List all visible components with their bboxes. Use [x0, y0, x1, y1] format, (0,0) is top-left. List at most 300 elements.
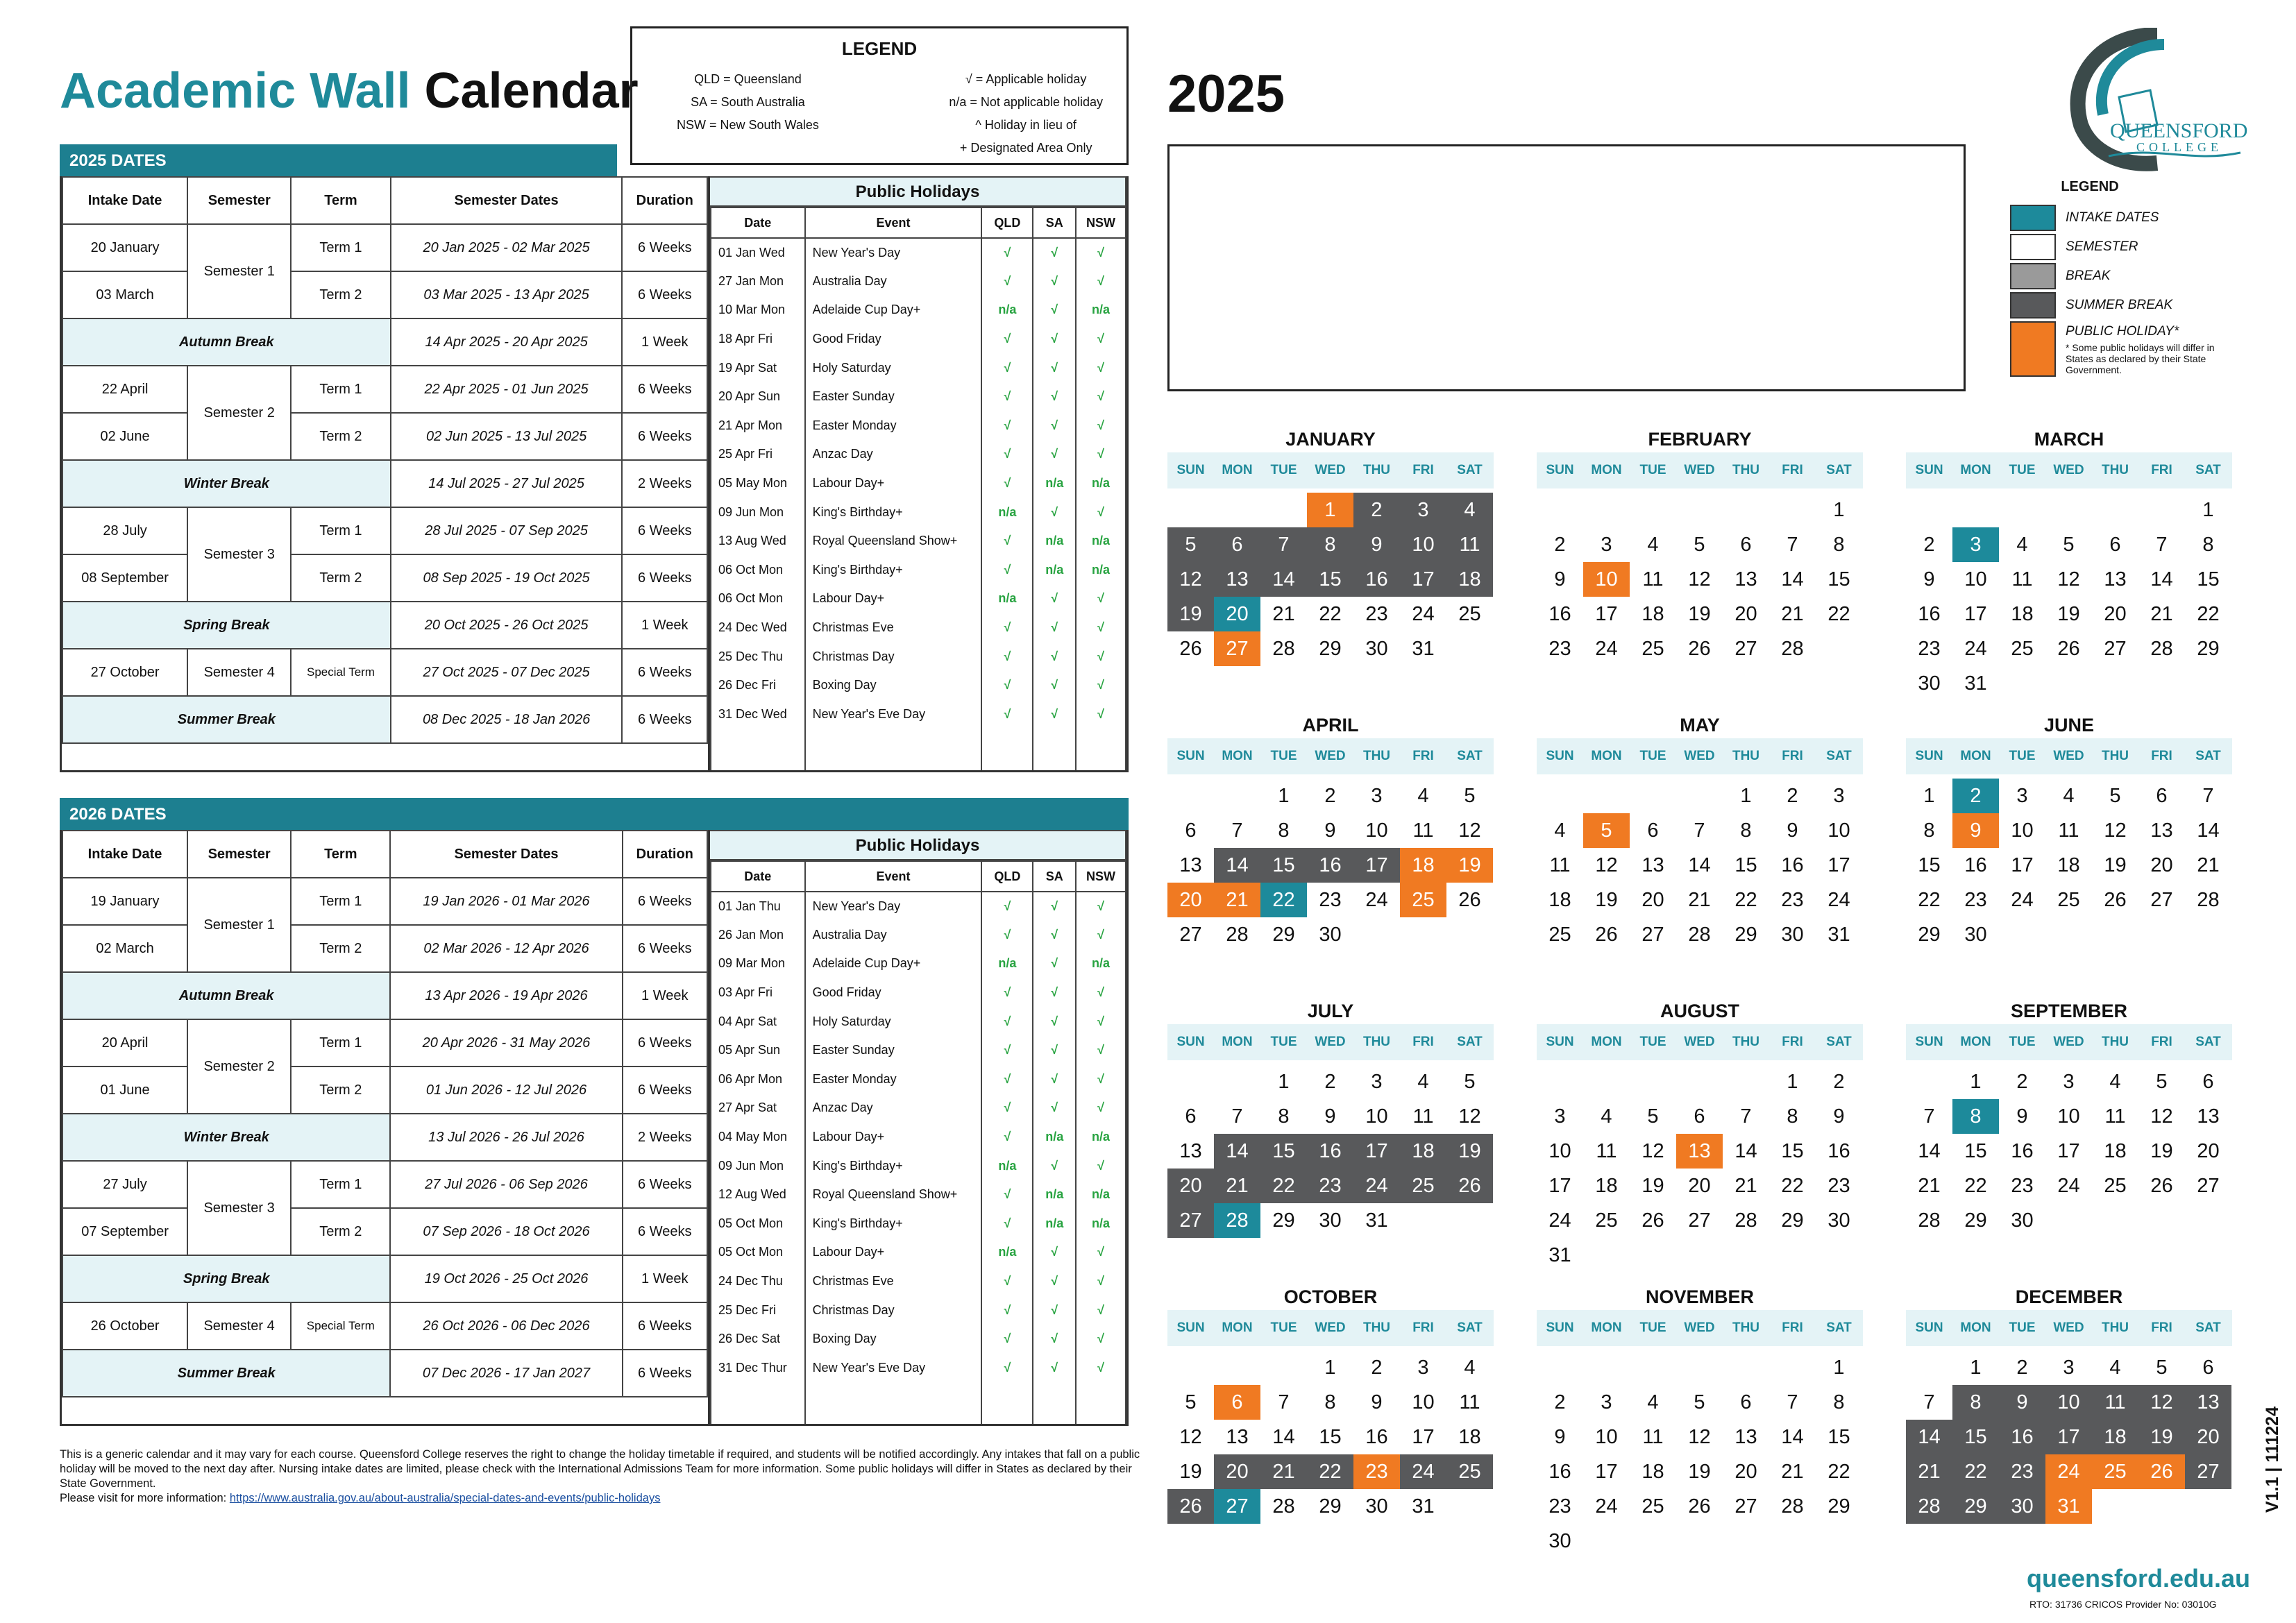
holiday-row	[711, 267, 1126, 296]
state-applicability: √	[981, 382, 1033, 411]
weekday-label: MON	[1222, 749, 1253, 763]
weekday-label: SAT	[1457, 749, 1483, 763]
day-cell: 1	[1923, 784, 1935, 807]
day-cell: 14	[1272, 1425, 1295, 1448]
weekday-label: THU	[2101, 1035, 2129, 1049]
state-applicability: n/a	[981, 1151, 1033, 1180]
month-february	[1537, 429, 1863, 666]
public-holidays-title: Public Holidays	[710, 176, 1126, 207]
day-cell: 24	[1353, 1169, 1400, 1203]
day-cell: 10	[1365, 819, 1388, 842]
state-applicability: √	[1033, 892, 1076, 921]
day-cell: 29	[2197, 637, 2220, 660]
day-cell: 22	[1827, 602, 1850, 625]
notes-box	[1167, 144, 1966, 391]
day-cell: 6	[2202, 1356, 2214, 1379]
day-cell: 23	[1353, 1454, 1400, 1489]
section-header: 2025 DATES	[60, 144, 617, 176]
state-applicability: √	[1076, 1007, 1126, 1036]
table-row	[62, 1302, 707, 1350]
day-cell: 10	[2057, 1105, 2080, 1128]
day-cell: 13	[1734, 1425, 1757, 1448]
day-cell: 16	[1918, 602, 1941, 625]
day-cell: 3	[2063, 1070, 2075, 1093]
semester-name: Semester 4	[187, 649, 291, 696]
day-cell: 19	[2104, 853, 2127, 876]
weekday-label: MON	[1960, 1320, 1991, 1335]
holiday-event: King's Birthday+	[805, 498, 982, 527]
column-header: Date	[711, 207, 805, 238]
day-cell: 31	[1827, 923, 1850, 946]
page-title: Academic Wall Calendar	[60, 63, 639, 119]
intake-date: 02 June	[62, 413, 187, 460]
semester-dates: 19 Oct 2026 - 25 Oct 2026	[390, 1255, 622, 1302]
state-applicability: n/a	[1076, 1209, 1126, 1239]
column-header: NSW	[1076, 861, 1126, 892]
weekday-label: FRI	[2151, 749, 2172, 763]
day-cell: 29	[1272, 923, 1295, 946]
day-cell: 9	[1952, 813, 1999, 848]
day-cell: 15	[1952, 1420, 1999, 1454]
holiday-row	[711, 1151, 1126, 1180]
day-cell: 3	[1952, 527, 1999, 562]
day-cell: 9	[1324, 1105, 1336, 1128]
weekday-label: SAT	[1457, 1035, 1483, 1049]
day-cell: 9	[1554, 568, 1566, 590]
weekday-label: SAT	[2195, 1035, 2221, 1049]
day-cell: 31	[1412, 637, 1435, 660]
state-applicability: √	[981, 353, 1033, 382]
term-name: Term 2	[291, 1067, 390, 1114]
holiday-event: Boxing Day	[805, 1325, 982, 1354]
day-cell: 5	[1694, 1391, 1705, 1413]
holiday-row	[711, 1065, 1126, 1094]
day-cell: 29	[1734, 923, 1757, 946]
intake-date: 27 October	[62, 649, 187, 696]
holiday-event: Royal Queensland Show+	[805, 1180, 982, 1209]
day-cell: 22	[1307, 1454, 1353, 1489]
semester-swatch	[2010, 234, 2056, 260]
weekday-label: FRI	[1782, 749, 1803, 763]
holiday-date: 25 Apr Fri	[711, 440, 805, 469]
semester-name: Semester 1	[187, 224, 291, 318]
weekday-label: WED	[1315, 749, 1346, 763]
holiday-event: King's Birthday+	[805, 1151, 982, 1180]
day-cell: 28	[1272, 1495, 1295, 1518]
column-header: Date	[711, 861, 805, 892]
state-applicability: n/a	[1033, 469, 1076, 498]
day-cell: 25	[1400, 1169, 1446, 1203]
day-cell: 16	[1307, 1134, 1353, 1169]
weekday-label: MON	[1591, 1035, 1622, 1049]
day-cell: 15	[1734, 853, 1757, 876]
day-cell: 9	[1353, 527, 1400, 562]
legend-item: √ = Applicable holiday	[965, 72, 1087, 86]
day-cell: 22	[1319, 602, 1342, 625]
day-cell: 11	[1459, 1391, 1480, 1413]
duration: 6 Weeks	[623, 1208, 707, 1255]
day-cell: 23	[1918, 637, 1941, 660]
duration: 1 Week	[622, 602, 707, 649]
day-cell: 21	[2150, 602, 2173, 625]
day-cell: 13	[1179, 1139, 1202, 1162]
day-cell: 5	[2156, 1070, 2168, 1093]
day-cell: 28	[1734, 1209, 1757, 1232]
svg-text:COLLEGE: COLLEGE	[2136, 140, 2222, 154]
holiday-date: 31 Dec Thur	[711, 1354, 805, 1383]
holiday-row	[711, 1295, 1126, 1325]
duration: 6 Weeks	[623, 1302, 707, 1350]
semester-dates: 20 Oct 2025 - 26 Oct 2025	[391, 602, 623, 649]
holiday-date: 26 Dec Sat	[711, 1325, 805, 1354]
day-cell: 26	[1641, 1209, 1664, 1232]
version-label: V1.1 | 111224	[2263, 1407, 2282, 1513]
day-cell: 19	[2057, 602, 2080, 625]
intake-date: 08 September	[62, 554, 187, 602]
day-cell: 5	[1185, 1391, 1197, 1413]
day-cell: 1	[1307, 493, 1353, 527]
public-holidays-table	[710, 207, 1126, 770]
day-cell: 20	[1167, 883, 1214, 917]
day-cell: 26	[2057, 637, 2080, 660]
day-cell: 1	[1787, 1070, 1798, 1093]
semester-dates: 13 Jul 2026 - 26 Jul 2026	[390, 1114, 622, 1161]
weekday-label: TUE	[2009, 1035, 2036, 1049]
day-cell: 17	[1400, 562, 1446, 597]
day-cell: 3	[2063, 1356, 2075, 1379]
weekday-label: WED	[2053, 463, 2084, 477]
weekday-label: THU	[1732, 1035, 1760, 1049]
day-cell: 24	[2011, 888, 2034, 911]
holiday-date: 03 Apr Fri	[711, 978, 805, 1008]
day-cell: 9	[1787, 819, 1798, 842]
website-url[interactable]: queensford.edu.au	[2027, 1564, 2251, 1592]
day-cell: 4	[2109, 1356, 2121, 1379]
duration: 6 Weeks	[622, 366, 707, 413]
day-cell: 12	[1167, 562, 1214, 597]
day-cell: 22	[1827, 1460, 1850, 1483]
holiday-date: 09 Mar Mon	[711, 949, 805, 978]
day-cell: 13	[1226, 1425, 1249, 1448]
state-applicability: n/a	[1033, 556, 1076, 585]
semester-dates: 27 Jul 2026 - 06 Sep 2026	[390, 1161, 622, 1208]
duration: 6 Weeks	[622, 413, 707, 460]
day-cell: 12	[1688, 1425, 1711, 1448]
duration: 6 Weeks	[622, 224, 707, 271]
day-cell: 4	[1446, 493, 1493, 527]
day-cell: 17	[1964, 602, 1987, 625]
day-cell: 26	[1688, 1495, 1711, 1518]
state-applicability: √	[1076, 892, 1126, 921]
day-cell: 20	[1688, 1174, 1711, 1197]
day-cell: 20	[1167, 1169, 1214, 1203]
day-cell: 14	[1214, 848, 1260, 883]
semester-name: Semester 3	[187, 1161, 291, 1255]
state-applicability: √	[1076, 382, 1126, 411]
day-cell: 9	[1999, 1385, 2045, 1420]
semester-dates: 03 Mar 2025 - 13 Apr 2025	[391, 271, 623, 318]
month-june	[1906, 715, 2232, 952]
disclaimer-note: This is a generic calendar and it may vary for each course. Queensford College reserves the right to change the holiday timetable if required, and students will be notified accordingly. Any intakes that fall on a public holiday will be moved to the next day after. Nursing intake dates are limited, please check with the International Admissions Team for more information. Some public holidays will differ in States as declared by their State Government. Please visit for more information: https://www.australia.gov.au/about-australia/special-dates-and-events/public-holidays	[60, 1448, 1140, 1504]
day-cell: 15	[1260, 848, 1307, 883]
day-cell: 27	[1214, 631, 1260, 666]
weekday-label: THU	[2101, 749, 2129, 763]
day-cell: 4	[1601, 1105, 1612, 1128]
holiday-event: Christmas Eve	[805, 1267, 982, 1296]
state-applicability: n/a	[1076, 527, 1126, 556]
day-cell: 19	[2150, 1139, 2173, 1162]
duration: 2 Weeks	[622, 460, 707, 507]
weekday-label: SUN	[1915, 1320, 1943, 1335]
day-cell: 29	[1918, 923, 1941, 946]
day-cell: 13	[1676, 1134, 1723, 1169]
column-header: QLD	[981, 207, 1033, 238]
break-label: Autumn Break	[62, 318, 391, 366]
weekday-label: TUE	[1639, 1035, 1666, 1049]
holiday-row	[711, 949, 1126, 978]
duration: 1 Week	[622, 318, 707, 366]
weekday-label: FRI	[2151, 1035, 2172, 1049]
state-applicability: √	[981, 700, 1033, 729]
semester-dates: 27 Oct 2025 - 07 Dec 2025	[391, 649, 623, 696]
day-cell: 21	[1214, 883, 1260, 917]
weekday-label: FRI	[1782, 1320, 1803, 1335]
day-cell: 28	[1781, 1495, 1804, 1518]
day-cell: 22	[1918, 888, 1941, 911]
day-cell: 13	[2185, 1385, 2231, 1420]
day-cell: 27	[2185, 1454, 2231, 1489]
holiday-date: 05 Oct Mon	[711, 1209, 805, 1239]
semester-dates: 14 Apr 2025 - 20 Apr 2025	[391, 318, 623, 366]
day-cell: 29	[1319, 637, 1342, 660]
holiday-event: Good Friday	[805, 978, 982, 1008]
table-row	[62, 224, 707, 271]
day-cell: 17	[1595, 602, 1618, 625]
day-cell: 15	[1827, 568, 1850, 590]
semester-dates: 28 Jul 2025 - 07 Sep 2025	[391, 507, 623, 554]
day-cell: 26	[1179, 637, 1202, 660]
day-cell: 4	[1647, 533, 1659, 556]
day-cell: 6	[1214, 1385, 1260, 1420]
weekday-label: FRI	[1412, 749, 1434, 763]
day-cell: 27	[2150, 888, 2173, 911]
day-cell: 30	[2011, 1209, 2034, 1232]
public-holidays-link[interactable]: https://www.australia.gov.au/about-australia/special-dates-and-events/public-holidays	[229, 1492, 661, 1504]
semester-dates: 07 Sep 2026 - 18 Oct 2026	[390, 1208, 622, 1255]
term-name: Term 1	[291, 366, 390, 413]
intake-date: 02 March	[62, 925, 187, 972]
day-cell: 3	[1601, 1391, 1612, 1413]
semester-dates: 20 Apr 2026 - 31 May 2026	[390, 1019, 622, 1067]
day-cell: 10	[1548, 1139, 1571, 1162]
table-row	[62, 1067, 707, 1114]
holiday-date: 01 Jan Wed	[711, 238, 805, 267]
term-name: Special Term	[291, 1302, 390, 1350]
holiday-row	[711, 1238, 1126, 1267]
day-cell: 29	[1319, 1495, 1342, 1518]
day-cell: 19	[1595, 888, 1618, 911]
legend-item: ^ Holiday in lieu of	[975, 118, 1077, 132]
state-applicability: √	[1033, 1065, 1076, 1094]
month-name: OCTOBER	[1283, 1286, 1378, 1307]
state-applicability: √	[1076, 1295, 1126, 1325]
state-applicability: n/a	[981, 1238, 1033, 1267]
month-name: JANUARY	[1285, 429, 1376, 450]
day-cell: 6	[2156, 784, 2168, 807]
day-cell: 12	[1458, 819, 1481, 842]
holiday-event: Christmas Day	[805, 1295, 982, 1325]
day-cell: 6	[1214, 527, 1260, 562]
holiday-event: King's Birthday+	[805, 1209, 982, 1239]
day-cell: 21	[1688, 888, 1711, 911]
day-cell: 24	[1964, 637, 1987, 660]
weekday-label: THU	[1362, 1035, 1391, 1049]
duration: 6 Weeks	[623, 1161, 707, 1208]
duration: 2 Weeks	[623, 1114, 707, 1161]
break-label: Summer Break	[62, 1350, 390, 1397]
day-cell: 18	[1446, 562, 1493, 597]
holiday-date: 25 Dec Fri	[711, 1295, 805, 1325]
day-cell: 6	[1740, 533, 1752, 556]
semester-dates: 08 Dec 2025 - 18 Jan 2026	[391, 696, 623, 743]
day-cell: 25	[1458, 602, 1481, 625]
weekday-label: SUN	[1915, 463, 1943, 477]
holiday-event: Christmas Day	[805, 642, 982, 671]
day-cell: 19	[1446, 1134, 1493, 1169]
state-applicability: √	[1033, 296, 1076, 325]
state-applicability: √	[1033, 1354, 1076, 1383]
holiday-event: Labour Day+	[805, 469, 982, 498]
day-cell: 29	[1952, 1489, 1999, 1524]
day-cell: 6	[2202, 1070, 2214, 1093]
table-row	[62, 602, 707, 649]
day-cell: 27	[1167, 1203, 1214, 1238]
dates-2025-section	[60, 144, 1129, 772]
day-cell: 12	[1458, 1105, 1481, 1128]
state-applicability: √	[1076, 978, 1126, 1008]
day-cell: 2	[1554, 533, 1566, 556]
holiday-event: New Year's Eve Day	[805, 700, 982, 729]
day-cell: 15	[1918, 853, 1941, 876]
day-cell: 20	[1734, 1460, 1757, 1483]
weekday-label: TUE	[2009, 463, 2036, 477]
state-applicability: √	[981, 613, 1033, 643]
holiday-event: Easter Monday	[805, 411, 982, 441]
weekday-label: WED	[2053, 749, 2084, 763]
state-applicability: √	[981, 267, 1033, 296]
table-row	[62, 649, 707, 696]
day-cell: 24	[2045, 1454, 2092, 1489]
month-august	[1537, 1001, 1863, 1273]
state-applicability: √	[1076, 498, 1126, 527]
semester-name: Semester 1	[187, 878, 291, 972]
state-applicability: n/a	[1033, 1209, 1076, 1239]
day-cell: 23	[1307, 1169, 1353, 1203]
day-cell: 20	[1734, 602, 1757, 625]
month-january	[1167, 429, 1494, 666]
day-cell: 18	[1548, 888, 1571, 911]
day-cell: 11	[1549, 853, 1571, 876]
state-applicability: √	[1076, 642, 1126, 671]
day-cell: 27	[1214, 1489, 1260, 1524]
day-cell: 24	[1400, 1454, 1446, 1489]
day-cell: 20	[1214, 1454, 1260, 1489]
day-cell: 17	[2011, 853, 2034, 876]
day-cell: 10	[2045, 1385, 2092, 1420]
duration: 6 Weeks	[623, 1067, 707, 1114]
weekday-label: SAT	[1826, 1035, 1852, 1049]
month-name: JUNE	[2043, 715, 2095, 736]
state-applicability: √	[1076, 325, 1126, 354]
column-header: Semester Dates	[390, 831, 622, 878]
day-cell: 6	[1185, 819, 1197, 842]
duration: 6 Weeks	[622, 696, 707, 743]
weekday-label: MON	[1591, 749, 1622, 763]
state-applicability: √	[981, 1295, 1033, 1325]
logo-icon	[2053, 28, 2247, 173]
day-cell: 8	[1952, 1099, 1999, 1134]
intake-date: 03 March	[62, 271, 187, 318]
day-cell: 22	[1260, 883, 1307, 917]
day-cell: 28	[1272, 637, 1295, 660]
intake-date: 28 July	[62, 507, 187, 554]
holiday-row	[711, 1180, 1126, 1209]
month-may	[1537, 715, 1863, 952]
state-applicability: √	[1033, 642, 1076, 671]
day-cell: 17	[2045, 1420, 2092, 1454]
holiday-row	[711, 469, 1126, 498]
state-applicability: √	[1033, 1325, 1076, 1354]
day-cell: 17	[1353, 848, 1400, 883]
day-cell: 13	[2197, 1105, 2220, 1128]
weekday-label: MON	[1591, 1320, 1622, 1335]
state-applicability: √	[981, 892, 1033, 921]
weekday-label: FRI	[1412, 1320, 1434, 1335]
weekday-label: SAT	[1826, 749, 1852, 763]
calendar-year: 2025	[1167, 65, 1285, 124]
holiday-row	[711, 325, 1126, 354]
day-cell: 7	[1231, 1105, 1243, 1128]
state-applicability: n/a	[1076, 556, 1126, 585]
holiday-row	[711, 238, 1126, 267]
day-cell: 7	[2156, 533, 2168, 556]
state-applicability: √	[1076, 921, 1126, 950]
day-cell: 23	[1365, 602, 1388, 625]
semester-table	[62, 176, 708, 744]
holiday-row	[711, 642, 1126, 671]
duration: 6 Weeks	[623, 1019, 707, 1067]
holiday-row	[711, 353, 1126, 382]
day-cell: 31	[2045, 1489, 2092, 1524]
day-cell: 7	[1923, 1391, 1935, 1413]
month-name: MAY	[1680, 715, 1720, 736]
day-cell: 31	[1964, 672, 1987, 695]
day-cell: 25	[2092, 1454, 2138, 1489]
calendar-legend: LEGEND INTAKE DATES SEMESTER BREAK SUMMER BREAK PUBLIC HOLIDAY* * Some public holidays will differ in States as declared by their State Government.	[2010, 179, 2246, 380]
day-cell: 25	[2011, 637, 2034, 660]
term-name: Term 2	[291, 925, 390, 972]
intake-date: 20 April	[62, 1019, 187, 1067]
holiday-event: New Year's Eve Day	[805, 1354, 982, 1383]
break-label: Spring Break	[62, 602, 391, 649]
day-cell: 30	[1365, 1495, 1388, 1518]
day-cell: 14	[2197, 819, 2220, 842]
day-cell: 8	[1923, 819, 1935, 842]
state-applicability: √	[1033, 353, 1076, 382]
day-cell: 14	[1260, 562, 1307, 597]
rto-number: RTO: 31736 CRICOS Provider No: 03010G	[2029, 1599, 2217, 1610]
holiday-event: Labour Day+	[805, 584, 982, 613]
